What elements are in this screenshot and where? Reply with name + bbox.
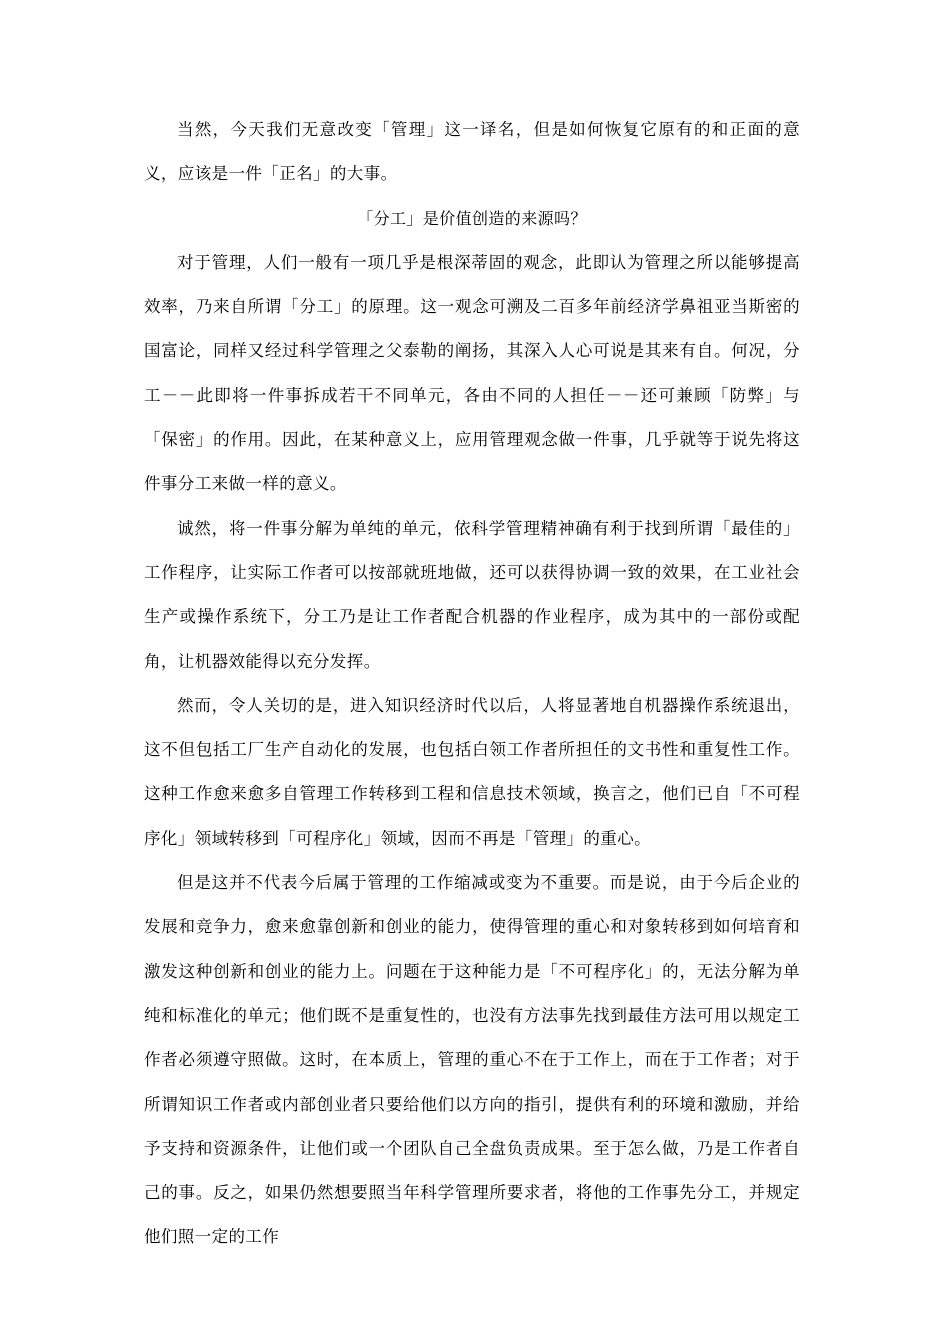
paragraph-knowledge-economy: 然而，令人关切的是，进入知识经济时代以后，人将显著地自机器操作系统退出，这不但包括工厂生产自动化的发展，也包括白领工作者所担任的文书性和重复性工作。这种工作愈来愈多自管理工作转移到工程和信息技术领域，换言之，他们已自「不可程序化」领域转移到「可程序化」领域，因而不再是「管理」的重心。	[144, 695, 800, 848]
paragraph-division-of-labor: 对于管理，人们一般有一项几乎是根深蒂固的观念，此即认为管理之所以能够提高效率，乃来自所谓「分工」的原理。这一观念可溯及二百多年前经济学鼻祖亚当斯密的国富论，同样又经过科学管理之父泰勒的阐扬，其深入人心可说是其来有自。何况，分工－－此即将一件事拆成若干不同单元，各由不同的人担任－－还可兼顾「防弊」与「保密」的作用。因此，在某种意义上，应用管理观念做一件事，几乎就等于说先将这件事分工来做一样的意义。	[144, 252, 800, 494]
document-body	[144, 108, 800, 1260]
paragraph-scientific-management: 诚然，将一件事分解为单纯的单元，依科学管理精神确有利于找到所谓「最佳的」工作程序，让实际工作者可以按部就班地做，还可以获得协调一致的效果，在工业社会生产或操作系统下，分工乃是让工作者配合机器的作业程序，成为其中的一部份或配角，让机器效能得以充分发挥。	[144, 518, 800, 671]
paragraph-innovation: 但是这并不代表今后属于管理的工作缩减或变为不重要。而是说，由于今后企业的发展和竞争力，愈来愈靠创新和创业的能力，使得管理的重心和对象转移到如何培育和激发这种创新和创业的能力上。问题在于这种能力是「不可程序化」的，无法分解为单纯和标准化的单元；他们既不是重复性的，也没有方法事先找到最佳方法可用以规定工作者必须遵守照做。这时，在本质上，管理的重心不在于工作上，而在于工作者；对于所谓知识工作者或内部创业者只要给他们以方向的指引，提供有利的环境和激励，并给予支持和资源条件，让他们或一个团队自己全盘负责成果。至于怎么做，乃是工作者自己的事。反之，如果仍然想要照当年科学管理所要求者，将他的工作事先分工，并规定他们照一定的工作	[144, 873, 800, 1247]
paragraph-intro: 当然，今天我们无意改变「管理」这一译名，但是如何恢复它原有的和正面的意义，应该是一件「正名」的大事。	[144, 120, 800, 184]
section-heading: 「分工」是价值创造的来源吗？	[357, 208, 587, 228]
